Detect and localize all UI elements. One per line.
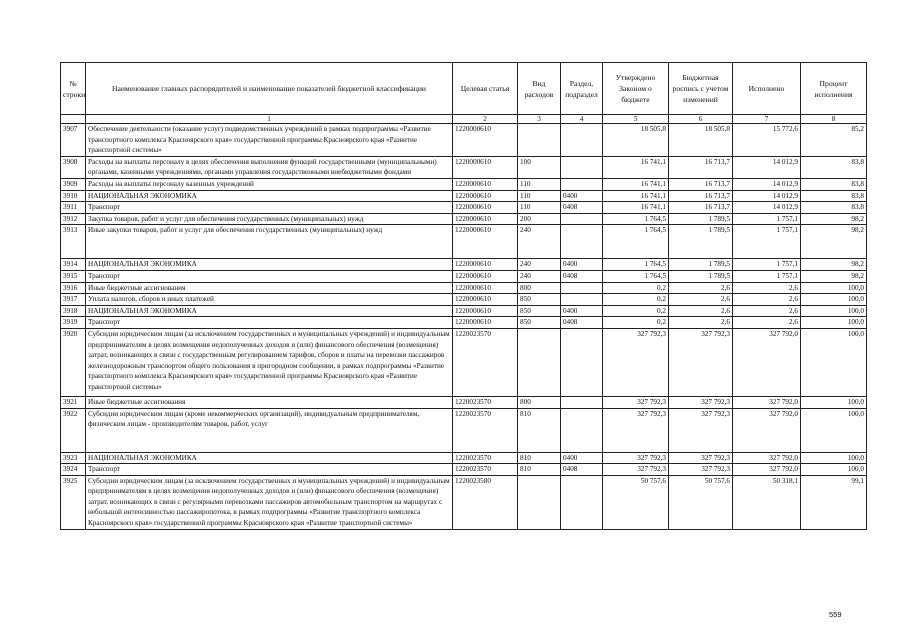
approved-amount: 327 792,3 [603,328,669,396]
executed-amount: 14 012,9 [733,178,801,190]
percent-executed: 100,0 [801,396,867,408]
header-percent: Процент исполнения [801,63,867,115]
percent-executed: 98,2 [801,259,867,271]
row-number: 3907 [61,124,86,157]
approved-amount: 16 741,1 [603,190,669,202]
column-number-row [61,115,867,124]
approved-amount: 1 764,5 [603,213,669,225]
section [561,213,603,225]
section [561,156,603,178]
budget-amount: 16 713,7 [669,202,733,214]
section [561,282,603,294]
budget-table [60,62,867,530]
expense-type: 110 [518,190,561,202]
section [561,294,603,306]
row-name: НАЦИОНАЛЬНАЯ ЭКОНОМИКА [86,259,453,271]
expense-type: 810 [518,408,561,452]
approved-amount: 327 792,3 [603,408,669,452]
target-article: 1220000610 [453,213,518,225]
expense-type: 110 [518,202,561,214]
table-row [61,225,867,259]
approved-amount: 50 757,6 [603,475,669,529]
section [561,178,603,190]
budget-amount: 327 792,3 [669,328,733,396]
target-article: 1220000610 [453,259,518,271]
row-number: 3920 [61,328,86,396]
row-name: НАЦИОНАЛЬНАЯ ЭКОНОМИКА [86,452,453,464]
approved-amount: 16 741,1 [603,178,669,190]
approved-amount: 1 764,5 [603,270,669,282]
column-number: 6 [669,115,733,124]
table-row [61,156,867,178]
approved-amount: 1 764,5 [603,225,669,259]
row-number: 3923 [61,452,86,464]
row-name: Уплата налогов, сборов и иных платежей [86,294,453,306]
budget-amount: 2,6 [669,294,733,306]
target-article: 1220023570 [453,452,518,464]
expense-type: 110 [518,178,561,190]
target-article: 1220000610 [453,294,518,306]
target-article: 1220000610 [453,156,518,178]
approved-amount: 0,2 [603,282,669,294]
row-number: 3925 [61,475,86,529]
budget-amount: 2,6 [669,282,733,294]
expense-type: 800 [518,396,561,408]
header-approved: Утверждено Законом о бюджете [603,63,669,115]
section: 0400 [561,452,603,464]
approved-amount: 327 792,3 [603,396,669,408]
expense-type: 810 [518,452,561,464]
percent-executed: 100,0 [801,452,867,464]
expense-type [518,328,561,396]
percent-executed: 98,2 [801,225,867,259]
percent-executed: 83,8 [801,156,867,178]
table-row [61,270,867,282]
table-row [61,202,867,214]
section: 0408 [561,317,603,329]
row-name: Иные бюджетные ассигнования [86,282,453,294]
header-row-number: № строки [61,63,86,115]
budget-amount: 1 789,5 [669,225,733,259]
percent-executed: 100,0 [801,294,867,306]
section: 0400 [561,259,603,271]
expense-type: 810 [518,464,561,476]
header-budget-schedule: Бюджетная роспись с учетом изменений [669,63,733,115]
executed-amount: 2,6 [733,317,801,329]
row-name: Транспорт [86,464,453,476]
section: 0400 [561,305,603,317]
row-number: 3924 [61,464,86,476]
budget-amount: 327 792,3 [669,452,733,464]
expense-type: 850 [518,294,561,306]
section: 0408 [561,464,603,476]
table-row [61,282,867,294]
table-row [61,475,867,529]
row-name: Субсидии юридическим лицам (кроме некоммерческих организаций), индивидуальным предпринимателям, физическим лицам - производителям товаров, работ, услуг [86,408,453,452]
executed-amount: 1 757,1 [733,259,801,271]
percent-executed: 100,0 [801,282,867,294]
budget-amount: 1 789,5 [669,270,733,282]
row-number: 3917 [61,294,86,306]
budget-amount: 16 713,7 [669,156,733,178]
budget-amount: 327 792,3 [669,408,733,452]
percent-executed: 99,1 [801,475,867,529]
expense-type [518,475,561,529]
percent-executed: 100,0 [801,328,867,396]
percent-executed: 100,0 [801,408,867,452]
executed-amount: 14 012,9 [733,190,801,202]
target-article: 1220000610 [453,317,518,329]
column-number: 1 [86,115,453,124]
executed-amount: 327 792,0 [733,452,801,464]
target-article: 1220000610 [453,178,518,190]
budget-amount: 327 792,3 [669,464,733,476]
percent-executed: 100,0 [801,305,867,317]
executed-amount: 14 012,9 [733,202,801,214]
column-number: 5 [603,115,669,124]
table-row [61,317,867,329]
target-article: 1220023570 [453,328,518,396]
table-row [61,124,867,157]
budget-amount: 50 757,6 [669,475,733,529]
target-article: 1220023570 [453,408,518,452]
executed-amount: 327 792,0 [733,396,801,408]
executed-amount: 1 757,1 [733,213,801,225]
column-number [61,115,86,124]
expense-type: 200 [518,213,561,225]
column-number: 7 [733,115,801,124]
target-article: 1220023570 [453,464,518,476]
section [561,124,603,157]
budget-amount: 18 505,8 [669,124,733,157]
target-article: 1220000610 [453,305,518,317]
row-name: Субсидии юридическим лицам (за исключением государственных и муниципальных учреждений) и индивидуальным предпринимателям в целях возмещения недополученных доходов и (или) финансового обеспечения (возмещения) затрат, возникающих в связи с регулярными перевозками пассажиров автомобильным транспортом на маршрутах с небольшой интенсивностью пассажиропотока, в рамках подпрограммы «Развитие транспортного комплекса Красноярского края» государственной программы Красноярского края «Развитие транспортной системы» [86,475,453,529]
target-article: 1220000610 [453,270,518,282]
table-row [61,464,867,476]
expense-type: 850 [518,317,561,329]
table-row [61,294,867,306]
percent-executed: 83,8 [801,178,867,190]
executed-amount: 14 012,9 [733,156,801,178]
header-expense-type: Вид расходов [518,63,561,115]
budget-amount: 2,6 [669,305,733,317]
budget-amount: 1 789,5 [669,213,733,225]
section: 0408 [561,202,603,214]
column-number: 2 [453,115,518,124]
target-article: 1220000610 [453,225,518,259]
row-name: Иные бюджетные ассигнования [86,396,453,408]
row-number: 3921 [61,396,86,408]
row-name: Расходы на выплаты персоналу казенных учреждений [86,178,453,190]
row-number: 3912 [61,213,86,225]
section [561,475,603,529]
section: 0408 [561,270,603,282]
row-name: Транспорт [86,202,453,214]
row-name: Обеспечение деятельности (оказание услуг) подведомственных учреждений в рамках подпрограммы «Развитие транспортного комплекса Красноярского края» государственной программы Красноярского края «Развитие транспортной системы» [86,124,453,157]
expense-type [518,124,561,157]
budget-amount: 16 713,7 [669,190,733,202]
expense-type: 100 [518,156,561,178]
target-article: 1220023570 [453,396,518,408]
percent-executed: 98,2 [801,213,867,225]
table-row [61,305,867,317]
expense-type: 800 [518,282,561,294]
row-number: 3908 [61,156,86,178]
budget-amount: 2,6 [669,317,733,329]
executed-amount: 2,6 [733,305,801,317]
header-target-article: Целевая статья [453,63,518,115]
table-row [61,396,867,408]
table-row [61,178,867,190]
column-number: 4 [561,115,603,124]
executed-amount: 327 792,0 [733,328,801,396]
table-body [61,124,867,530]
row-number: 3919 [61,317,86,329]
row-number: 3922 [61,408,86,452]
table-header-row [61,63,867,115]
executed-amount: 15 772,6 [733,124,801,157]
executed-amount: 2,6 [733,282,801,294]
section: 0400 [561,190,603,202]
row-number: 3910 [61,190,86,202]
row-number: 3911 [61,202,86,214]
expense-type: 850 [518,305,561,317]
row-number: 3916 [61,282,86,294]
section [561,225,603,259]
approved-amount: 1 764,5 [603,259,669,271]
row-name: Транспорт [86,270,453,282]
row-name: Расходы на выплаты персоналу в целях обеспечения выполнения функций государственными (муниципальными) органами, казенными учреждениями, органами управления государственными внебюджетными фондами [86,156,453,178]
executed-amount: 1 757,1 [733,270,801,282]
row-number: 3913 [61,225,86,259]
header-section: Раздел, подраздел [561,63,603,115]
row-name: НАЦИОНАЛЬНАЯ ЭКОНОМИКА [86,305,453,317]
executed-amount: 50 318,1 [733,475,801,529]
executed-amount: 327 792,0 [733,408,801,452]
table-row [61,259,867,271]
row-number: 3915 [61,270,86,282]
approved-amount: 16 741,1 [603,202,669,214]
row-number: 3909 [61,178,86,190]
percent-executed: 98,2 [801,270,867,282]
row-name: Транспорт [86,317,453,329]
column-number: 8 [801,115,867,124]
table-row [61,328,867,396]
row-number: 3918 [61,305,86,317]
approved-amount: 16 741,1 [603,156,669,178]
row-name: Иные закупки товаров, работ и услуг для обеспечения государственных (муниципальных) нужд [86,225,453,259]
column-number: 3 [518,115,561,124]
percent-executed: 100,0 [801,317,867,329]
approved-amount: 0,2 [603,294,669,306]
expense-type: 240 [518,270,561,282]
section [561,328,603,396]
section [561,396,603,408]
row-number: 3914 [61,259,86,271]
expense-type: 240 [518,259,561,271]
percent-executed: 100,0 [801,464,867,476]
approved-amount: 327 792,3 [603,452,669,464]
executed-amount: 1 757,1 [733,225,801,259]
table-row [61,452,867,464]
target-article: 1220000610 [453,124,518,157]
approved-amount: 0,2 [603,305,669,317]
table-row [61,190,867,202]
table-row [61,213,867,225]
percent-executed: 83,8 [801,190,867,202]
header-name: Наименование главных распорядителей и наименование показателей бюджетной классификации [86,63,453,115]
executed-amount: 327 792,0 [733,464,801,476]
row-name: Закупка товаров, работ и услуг для обеспечения государственных (муниципальных) нужд [86,213,453,225]
percent-executed: 83,8 [801,202,867,214]
section [561,408,603,452]
target-article: 1220000610 [453,190,518,202]
approved-amount: 18 505,8 [603,124,669,157]
row-name: Субсидии юридическим лицам (за исключением государственных и муниципальных учреждений) и индивидуальным предпринимателям в целях возмещения недополученных доходов и (или) финансового обеспечения (возмещения) затрат, возникающих в связи с государственным регулированием тарифов, сборов и платы на перевозки пассажиров железнодорожным транспортом общего пользования в пригородном сообщении, в рамках подпрограммы «Развитие транспортного комплекса Красноярского края» государственной программы Красноярского края «Развитие транспортной системы» [86,328,453,396]
budget-amount: 1 789,5 [669,259,733,271]
target-article: 1220023580 [453,475,518,529]
table-row [61,408,867,452]
target-article: 1220000610 [453,202,518,214]
row-name: НАЦИОНАЛЬНАЯ ЭКОНОМИКА [86,190,453,202]
expense-type: 240 [518,225,561,259]
approved-amount: 327 792,3 [603,464,669,476]
percent-executed: 85,2 [801,124,867,157]
page-number: 559 [829,610,842,619]
budget-amount: 327 792,3 [669,396,733,408]
budget-amount: 16 713,7 [669,178,733,190]
approved-amount: 0,2 [603,317,669,329]
target-article: 1220000610 [453,282,518,294]
header-executed: Исполнено [733,63,801,115]
executed-amount: 2,6 [733,294,801,306]
